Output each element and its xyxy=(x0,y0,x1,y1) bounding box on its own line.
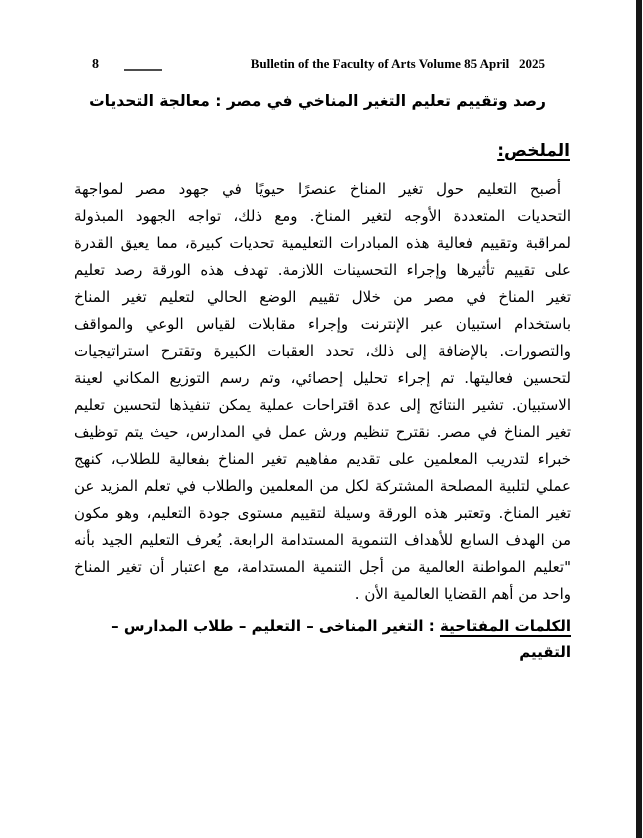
keywords-heading: الكلمات المفتاحية xyxy=(439,617,571,635)
abstract-line: لتحسين فعاليتها. تم إجراء تحليل إحصائي، وتم رسم التوزيع المكاني لعينة xyxy=(74,369,571,387)
abstract-line: والتصورات. بالإضافة إلى ذلك، تحدد العقبات الكبيرة وتقترح استراتيجيات xyxy=(74,342,571,360)
abstract-line: خبراء لتدريب المعلمين على تقديم مفاهيم تغير المناخ بفعالية للطلاب، كنهج xyxy=(74,450,571,468)
abstract-line: التحديات المتعددة الأوجه لتغير المناخ. ومع ذلك، تواجه الجهود المبذولة xyxy=(74,207,571,225)
abstract-line: تغير المناخ في مصر من خلال تقييم الوضع الحالي لتعليم تغير المناخ xyxy=(74,288,571,306)
abstract-line: "تعليم المواطنة العالمية من أجل التنمية المستدامة، مع اعتبار أن تغير المناخ xyxy=(74,558,571,576)
abstract-body xyxy=(74,176,571,608)
journal-header: Bulletin of the Faculty of Arts Volume 85 April 2025 xyxy=(250,56,545,71)
abstract-line: تغير المناخ في مصر. نقترح تنظيم ورش عمل في المدارس، حيث يتم توظيف xyxy=(74,423,571,441)
abstract-line: تغير المناخ. وتعتبر هذه الورقة وسيلة لتقييم مستوى جودة التعليم، وهو مكون xyxy=(74,504,571,522)
abstract-line: على تقييم تأثيرها وإجراء التحسينات اللازمة. تهدف هذه الورقة رصد تعليم xyxy=(74,261,571,279)
abstract-line: باستخدام استبيان عبر الإنترنت وإجراء مقابلات لقياس الوعي والمواقف xyxy=(74,315,571,333)
scan-artifact-edge xyxy=(636,0,642,838)
abstract-line: الاستبيان. تشير النتائج إلى عدة اقتراحات عملية يمكن تنفيذها لتحسين تعليم xyxy=(74,396,571,414)
abstract-line: لمراقبة وتقييم فعالية هذه المبادرات التعليمية تحديات كبيرة، مما يعيق القدرة xyxy=(74,234,571,252)
abstract-line: عملي لتلبية المصلحة المشتركة لكل من المعلمين والطلاب في تعلم المزيد عن xyxy=(74,477,571,495)
abstract-heading: الملخص: xyxy=(497,141,570,161)
keywords-text: : التغير المناخى – التعليم – طلاب المدارس – التقييم xyxy=(111,617,571,661)
abstract-line: أصبح التعليم حول تغير المناخ عنصرًا حيويًا في جهود مصر لمواجهة xyxy=(74,180,561,198)
abstract-line: من الهدف السابع للأهداف التنموية المستدامة الرابعة. يُعرف التعليم الجيد بأنه xyxy=(74,531,571,549)
abstract-line: واحد من أهم القضايا العالمية الأن . xyxy=(354,585,571,603)
page-number: 8 xyxy=(92,57,99,72)
paper-title: رصد وتقييم تعليم التغير المناخي في مصر : معالجة التحديات xyxy=(89,92,546,110)
header-rule xyxy=(124,69,162,71)
keywords-line xyxy=(74,613,571,665)
